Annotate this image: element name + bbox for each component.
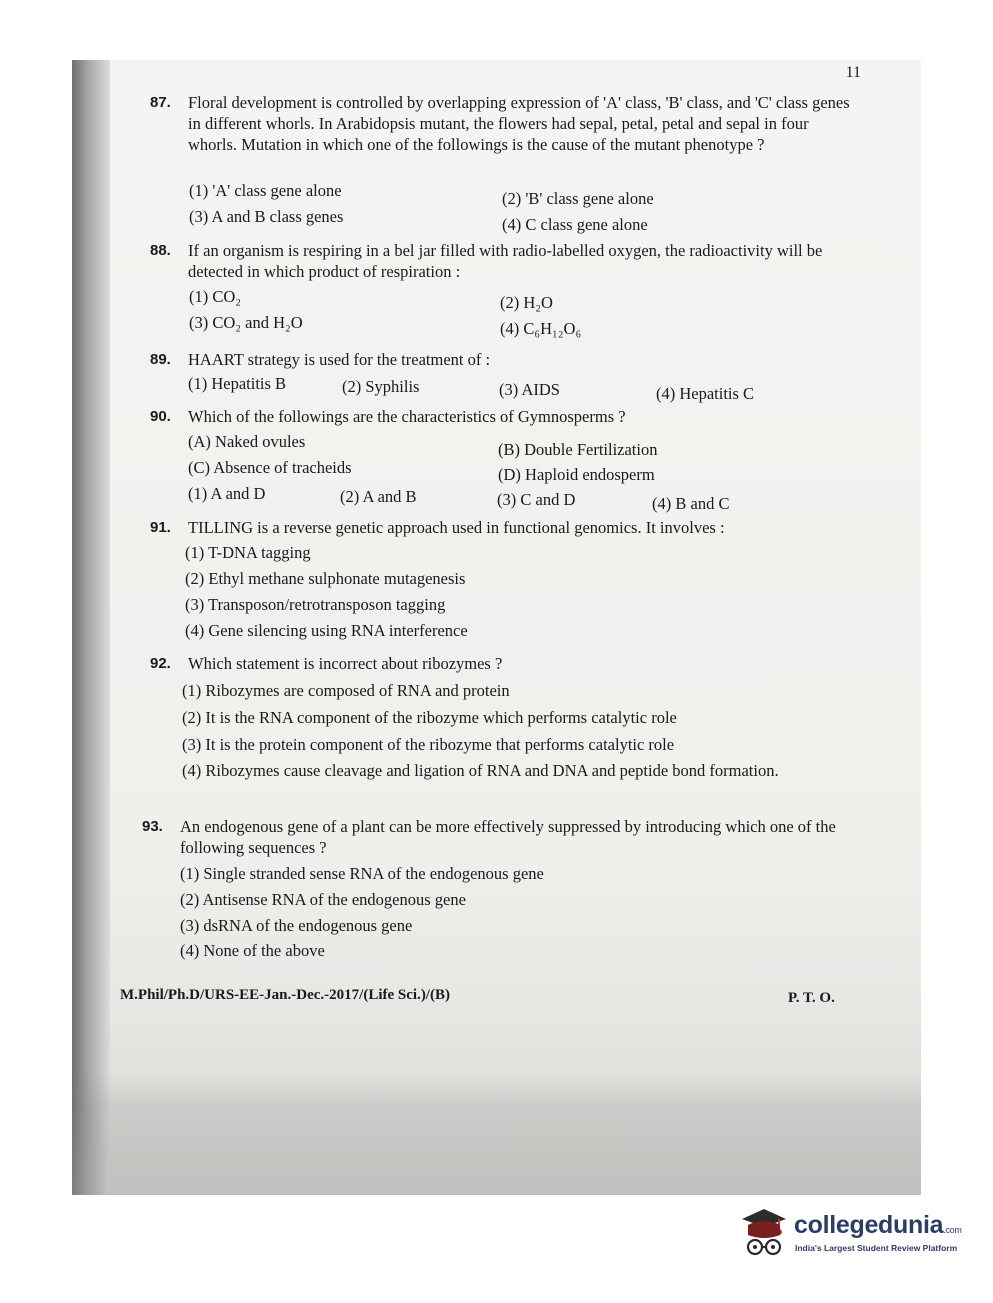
option-1: (1) Single stranded sense RNA of the endogenous gene <box>180 864 544 883</box>
option-4: (4) C₆H₁₂O₆ <box>500 319 582 338</box>
book-spine-shadow <box>72 60 110 1195</box>
option-2: (2) H₂O <box>500 293 553 312</box>
feature-a: (A) Naked ovules <box>188 432 306 451</box>
option-1: (1) A and D <box>188 484 266 503</box>
please-turn-over: P. T. O. <box>788 990 835 1006</box>
page-fold-shadow <box>72 1070 921 1195</box>
graduate-mascot-icon <box>738 1205 792 1261</box>
option-1: (1) T-DNA tagging <box>185 543 311 562</box>
option-2: (2) 'B' class gene alone <box>502 189 654 208</box>
option-4: (4) C class gene alone <box>502 215 648 234</box>
question-90 <box>150 406 850 427</box>
question-number: 88. <box>150 242 171 259</box>
option-1: (1) CO₂ <box>189 287 242 306</box>
question-text: An endogenous gene of a plant can be more effectively suppressed by introducing which one of the following sequences ? <box>180 817 836 857</box>
question-text: If an organism is respiring in a bel jar filled with radio-labelled oxygen, the radioactivity will be detected in which product of respiration : <box>188 241 823 281</box>
option-2: (2) Antisense RNA of the endogenous gene <box>180 890 466 909</box>
option-4: (4) B and C <box>652 494 730 513</box>
feature-d: (D) Haploid endosperm <box>498 465 655 484</box>
feature-b: (B) Double Fertilization <box>498 440 658 459</box>
option-2: (2) Syphilis <box>342 377 420 396</box>
question-number: 92. <box>150 655 171 672</box>
brand-name: collegedunia.com <box>794 1211 962 1239</box>
question-91 <box>150 517 850 538</box>
option-3: (3) C and D <box>497 490 576 509</box>
question-87 <box>150 92 850 155</box>
paper-code: M.Phil/Ph.D/URS-EE-Jan.-Dec.-2017/(Life Sci.)/(B) <box>120 987 450 1003</box>
option-3: (3) Transposon/retrotransposon tagging <box>185 595 446 614</box>
collegedunia-logo[interactable] <box>738 1205 968 1265</box>
option-3: (3) A and B class genes <box>189 207 344 226</box>
option-2: (2) Ethyl methane sulphonate mutagenesis <box>185 569 466 588</box>
option-3: (3) AIDS <box>499 380 560 399</box>
option-4: (4) None of the above <box>180 941 325 960</box>
option-1: (1) Ribozymes are composed of RNA and protein <box>182 681 510 700</box>
option-3: (3) dsRNA of the endogenous gene <box>180 916 413 935</box>
question-text: Floral development is controlled by overlapping expression of 'A' class, 'B' class, and 'C' class genes in different whorls. In Arabidopsis mutant, the flowers had sepal, petal, petal and sepal in four whorls. Mutation in which one of the followings is the cause of the mutant phenotype ? <box>188 93 850 154</box>
question-88 <box>150 240 850 282</box>
question-number: 93. <box>142 818 163 835</box>
question-text: TILLING is a reverse genetic approach used in functional genomics. It involves : <box>188 518 725 537</box>
option-1: (1) 'A' class gene alone <box>189 181 342 200</box>
question-number: 90. <box>150 408 171 425</box>
page-number: 11 <box>845 64 861 81</box>
brand-tagline: India's Largest Student Review Platform <box>795 1243 958 1253</box>
option-3: (3) CO₂ and H₂O <box>189 313 303 332</box>
question-92 <box>150 653 850 674</box>
question-number: 91. <box>150 519 171 536</box>
option-4: (4) Hepatitis C <box>656 384 755 403</box>
option-4: (4) Ribozymes cause cleavage and ligation of RNA and DNA and peptide bond formation. <box>182 761 779 780</box>
question-93 <box>142 816 842 858</box>
option-1: (1) Hepatitis B <box>188 374 287 393</box>
scanned-page <box>72 60 921 1195</box>
option-4: (4) Gene silencing using RNA interference <box>185 621 468 640</box>
option-2: (2) It is the RNA component of the ribozyme which performs catalytic role <box>182 708 677 727</box>
question-89 <box>150 349 850 370</box>
question-number: 89. <box>150 351 171 368</box>
option-3: (3) It is the protein component of the ribozyme that performs catalytic role <box>182 735 675 754</box>
question-number: 87. <box>150 94 171 111</box>
option-2: (2) A and B <box>340 487 417 506</box>
question-text: Which statement is incorrect about ribozymes ? <box>188 654 503 673</box>
question-text: HAART strategy is used for the treatment of : <box>188 350 491 369</box>
question-text: Which of the followings are the characteristics of Gymnosperms ? <box>188 407 626 426</box>
feature-c: (C) Absence of tracheids <box>188 458 352 477</box>
